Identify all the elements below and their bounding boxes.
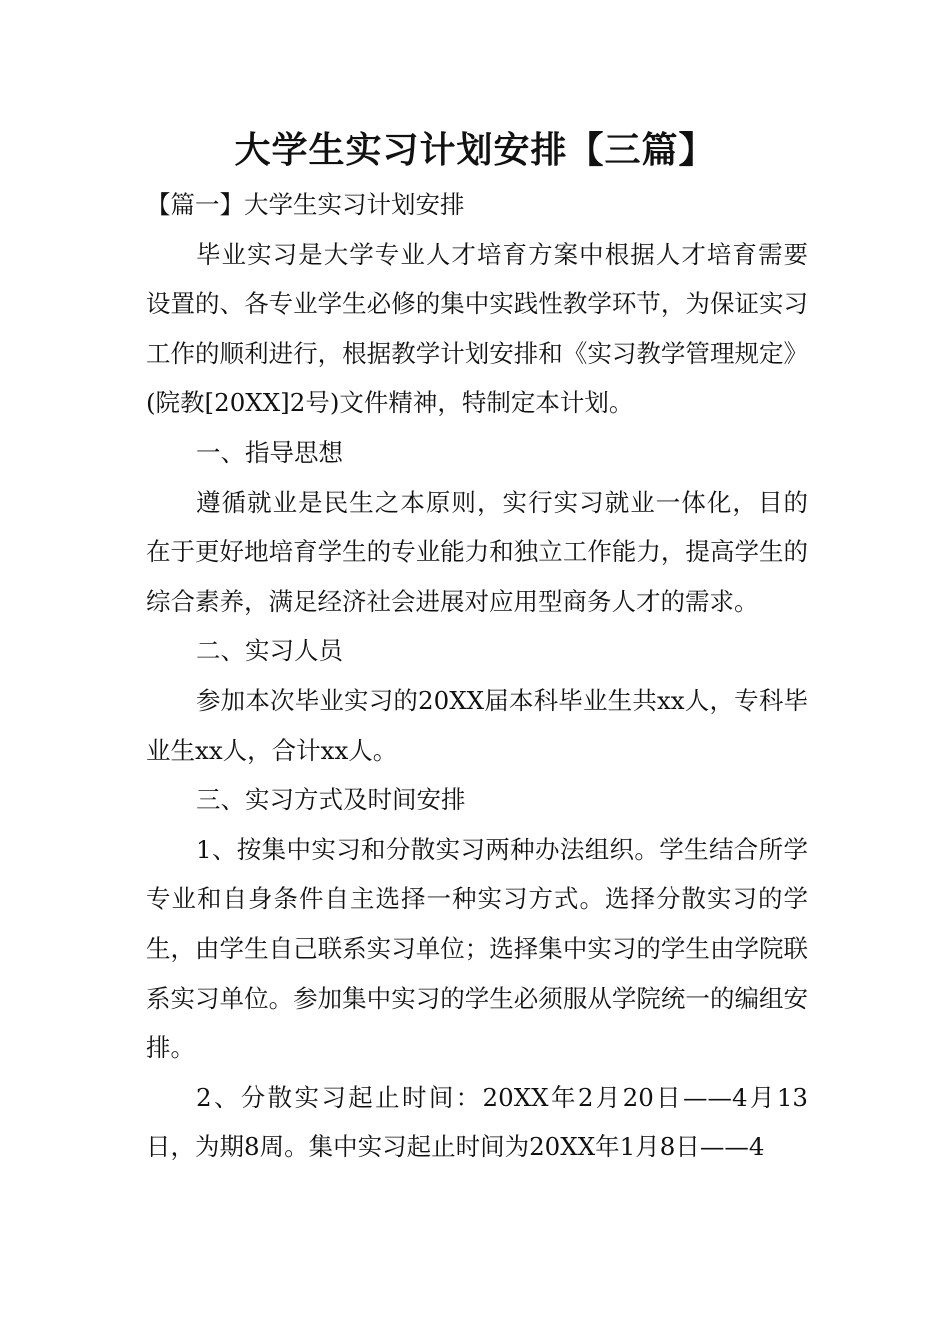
paragraph-intern-personnel: 参加本次毕业实习的20XX届本科毕业生共xx人，专科毕业生xx人，合计xx人。 (146, 685, 808, 765)
paragraph-method: 1、按集中实习和分散实习两种办法组织。学生结合所学专业和自身条件自主选择一种实习方式。选择分散实习的学生，由学生自己联系实习单位；选择集中实习的学生由学院联系实习单位。参加集中实习的学生必须服从学院统一的编组安排。 (146, 834, 808, 1063)
heading-guiding-principle: 一、指导思想 (196, 437, 343, 467)
document-body (146, 180, 808, 1172)
heading-method-schedule: 三、实习方式及时间安排 (196, 785, 466, 815)
paragraph-guiding-principle: 遵循就业是民生之本原则，实行实习就业一体化，目的在于更好地培育学生的专业能力和独立工作能力，提高学生的综合素养，满足经济社会进展对应用型商务人才的需求。 (146, 487, 808, 616)
paragraph-intro: 毕业实习是大学专业人才培育方案中根据人才培育需要设置的、各专业学生必修的集中实践性教学环节，为保证实习工作的顺利进行，根据教学计划安排和《实习教学管理规定》(院教[20XX]2号)文件精神，特制定本计划。 (146, 239, 808, 418)
part-heading: 【篇一】大学生实习计划安排 (146, 190, 465, 219)
paragraph-schedule: 2、分散实习起止时间：20XX年2月20日——4月13日，为期8周。集中实习起止时间为20XX年1月8日——4 (146, 1082, 808, 1162)
document-title: 大学生实习计划安排【三篇】 (234, 130, 716, 171)
heading-intern-personnel: 二、实习人员 (196, 636, 343, 666)
